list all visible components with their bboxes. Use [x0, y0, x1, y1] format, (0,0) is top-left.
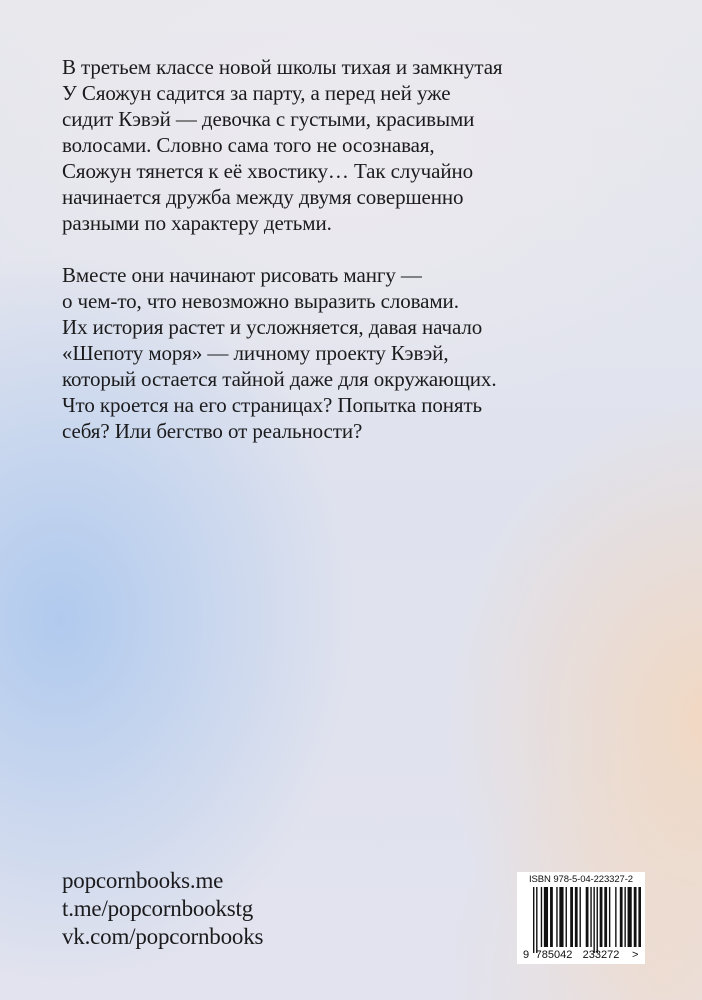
isbn-barcode	[517, 872, 645, 964]
description-paragraph-2: Вместе они начинают рисовать мангу — о чем-то, что невозможно выразить словами. Их история растет и усложняется, давая начало «Шепоту моря» — личному проекту Кэвэй, который остается тайной даже для окружающих. Что кроется на его страницах? Попытка понять себя? Или бегство от реальности?	[62, 263, 497, 443]
isbn-label: ISBN 978-5-04-223327-2	[529, 874, 633, 885]
barcode-image	[521, 887, 641, 961]
telegram-link[interactable]: t.me/popcornbookstg	[62, 896, 254, 921]
barcode-left-digits: 785042	[535, 949, 573, 961]
vk-link[interactable]: vk.com/popcornbooks	[62, 924, 264, 949]
website-link[interactable]: popcornbooks.me	[62, 868, 224, 893]
book-description	[62, 54, 662, 470]
barcode-first-digit: 9	[523, 949, 530, 961]
description-paragraph-1: В третьем классе новой школы тихая и замкнутая У Сяожун садится за парту, а перед ней уже сидит Кэвэй — девочка с густыми, красивыми волосами. Словно сама того не осознавая, Сяожун тянется к её хвостику… Так случайно начинается дружба между двумя совершенно разными по характеру детьми.	[62, 55, 503, 235]
publisher-links	[62, 867, 263, 951]
barcode-quiet-zone-mark: >	[632, 949, 639, 961]
barcode-right-digits: 233272	[582, 949, 620, 961]
